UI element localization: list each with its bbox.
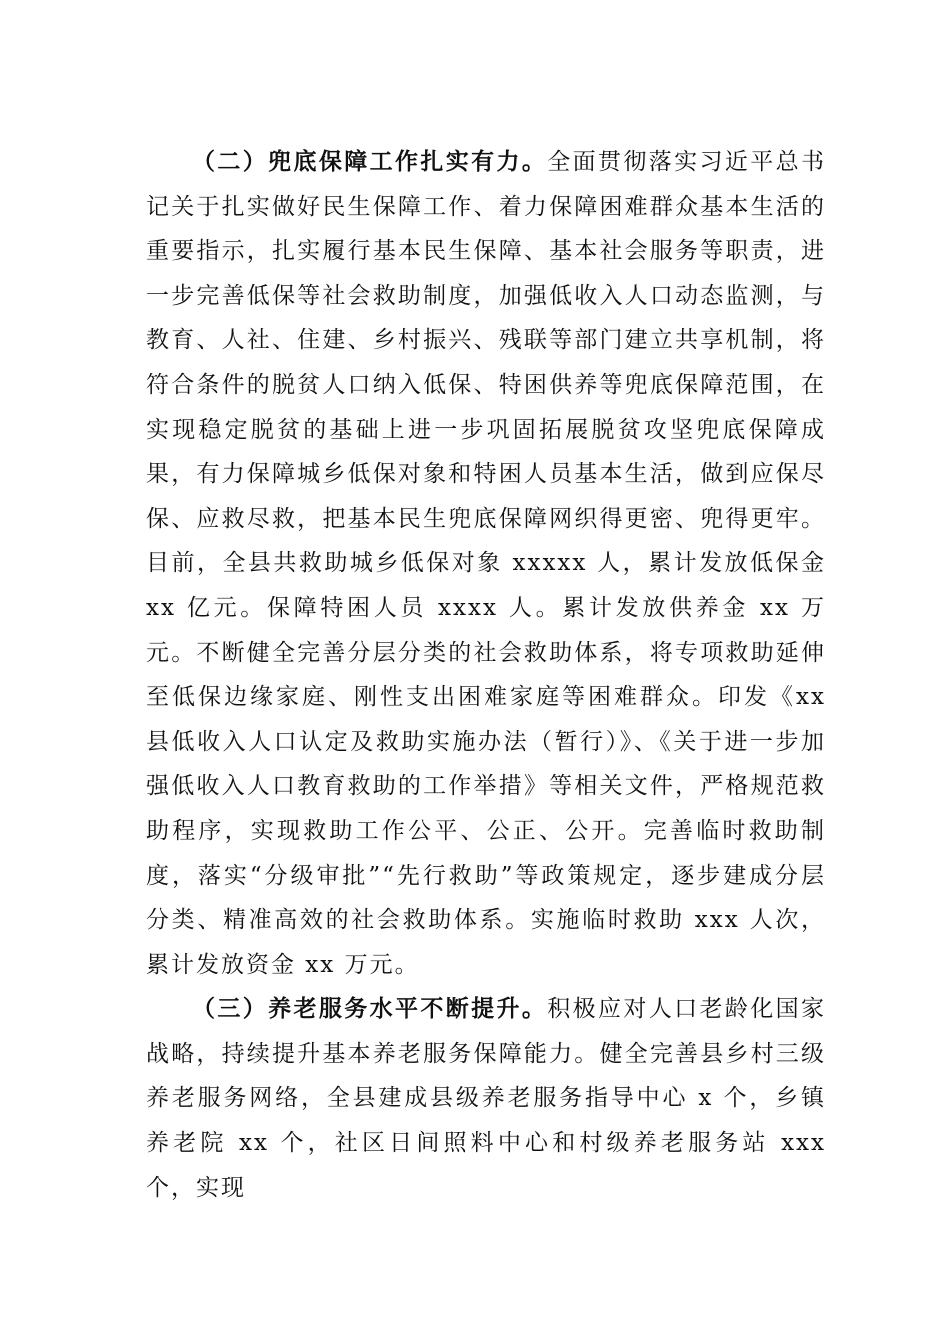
section-body: 全面贯彻落实习近平总书记关于扎实做好民生保障工作、着力保障困难群众基本生活的重要指示，扎实履行基本民生保障、基本社会服务等职责，进一步完善低保等社会救助制度，加强低收入人口动态监测，与教育、人社、住建、乡村振兴、残联等部门建立共享机制，将符合条件的脱贫人口纳入低保、特困供养等兜底保障范围，在实现稳定脱贫的基础上进一步巩固拓展脱贫攻坚兜底保障成果，有力保障城乡低保对象和特困人员基本生活，做到应保尽保、应救尽救，把基本民生兜底保障网织得更密、兜得更牢。目前，全县共救助城乡低保对象 xxxxx 人，累计发放低保金 xx 亿元。保障特困人员 xxxx 人。累计发放供养金 xx 万元。不断健全完善分层分类的社会救助体系，将专项救助延伸至低保边缘家庭、刚性支出困难家庭等困难群众。印发《xx 县低收入人口认定及救助实施办法（暂行）》、《关于进一步加强低收入人口教育救助的工作举措》等相关文件，严格规范救助程序，实现救助工作公平、公正、公开。完善临时救助制度，落实“分级审批”“先行救助”等政策规定，逐步建成分层分类、精准高效的社会救助体系。实施临时救助 xxx 人次，累计发放资金 xx 万元。	[146, 149, 826, 978]
document-body	[146, 140, 826, 1210]
section-paragraph	[146, 140, 826, 987]
section-heading: （三）养老服务水平不断提升。	[192, 995, 548, 1023]
section-heading: （二）兜底保障工作扎实有力。	[192, 148, 548, 175]
section-body: 积极应对人口老龄化国家战略，持续提升基本养老服务保障能力。健全完善县乡村三级养老服务网络，全县建成县级养老服务指导中心 x 个，乡镇养老院 xx 个，社区日间照料中心和村级养老服务站 xxx 个，实现	[146, 996, 826, 1201]
section-paragraph	[146, 987, 826, 1210]
